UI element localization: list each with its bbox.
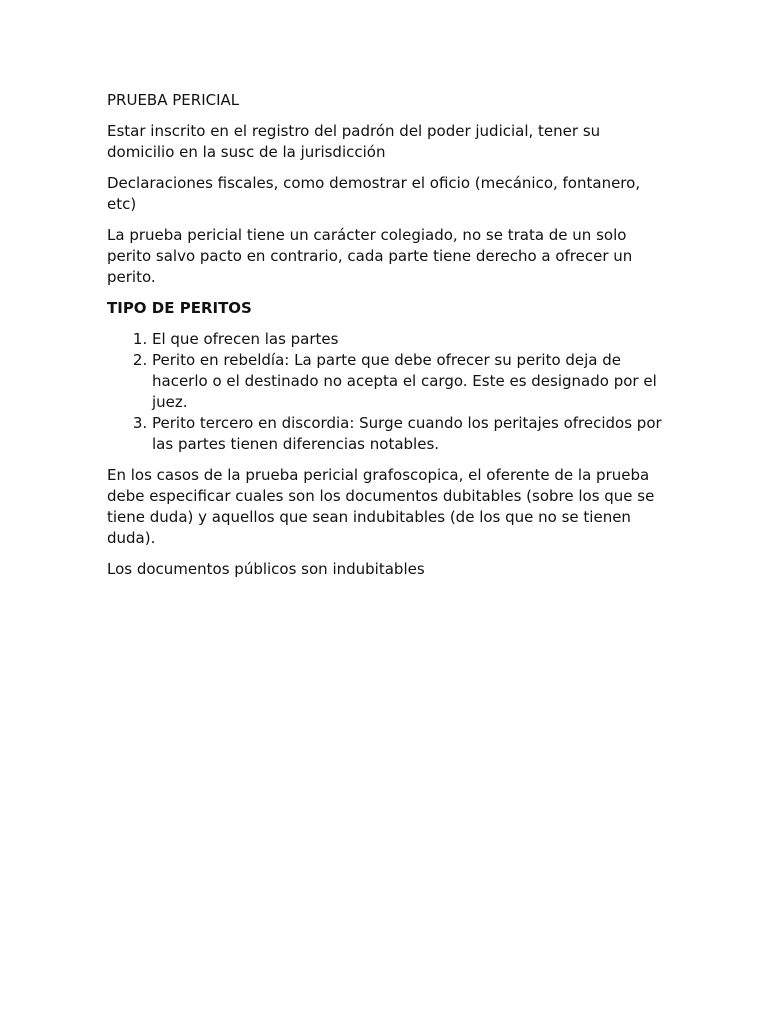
paragraph-registro: Estar inscrito en el registro del padrón del poder judicial, tener su domicilio en la susc de la jurisdicción [107,122,601,161]
paragraph-grafoscopica: En los casos de la prueba pericial grafoscopica, el oferente de la prueba debe especificar cuales son los documentos dubitables (sobre los que se tiene duda) y aquellos que sean indubitables (de los que no se tienen duda). [107,466,655,547]
section-heading: TIPO DE PERITOS [107,299,252,317]
document-title: PRUEBA PERICIAL [107,91,240,109]
document-page [107,90,667,590]
list-item: 2. Perito en rebeldía: La parte que debe ofrecer su perito deja de hacerlo o el destinado no acepta el cargo. Este es designado por el juez. [152,350,667,413]
paragraph-documentos-publicos: Los documentos públicos son indubitables [107,560,425,578]
peritos-list [107,329,667,455]
list-item: 3. Perito tercero en discordia: Surge cuando los peritajes ofrecidos por las partes tienen diferencias notables. [152,413,667,455]
paragraph-colegiado: La prueba pericial tiene un carácter colegiado, no se trata de un solo perito salvo pacto en contrario, cada parte tiene derecho a ofrecer un perito. [107,226,633,286]
list-item: 1. El que ofrecen las partes [152,329,667,350]
paragraph-declaraciones: Declaraciones fiscales, como demostrar el oficio (mecánico, fontanero, etc) [107,174,641,213]
